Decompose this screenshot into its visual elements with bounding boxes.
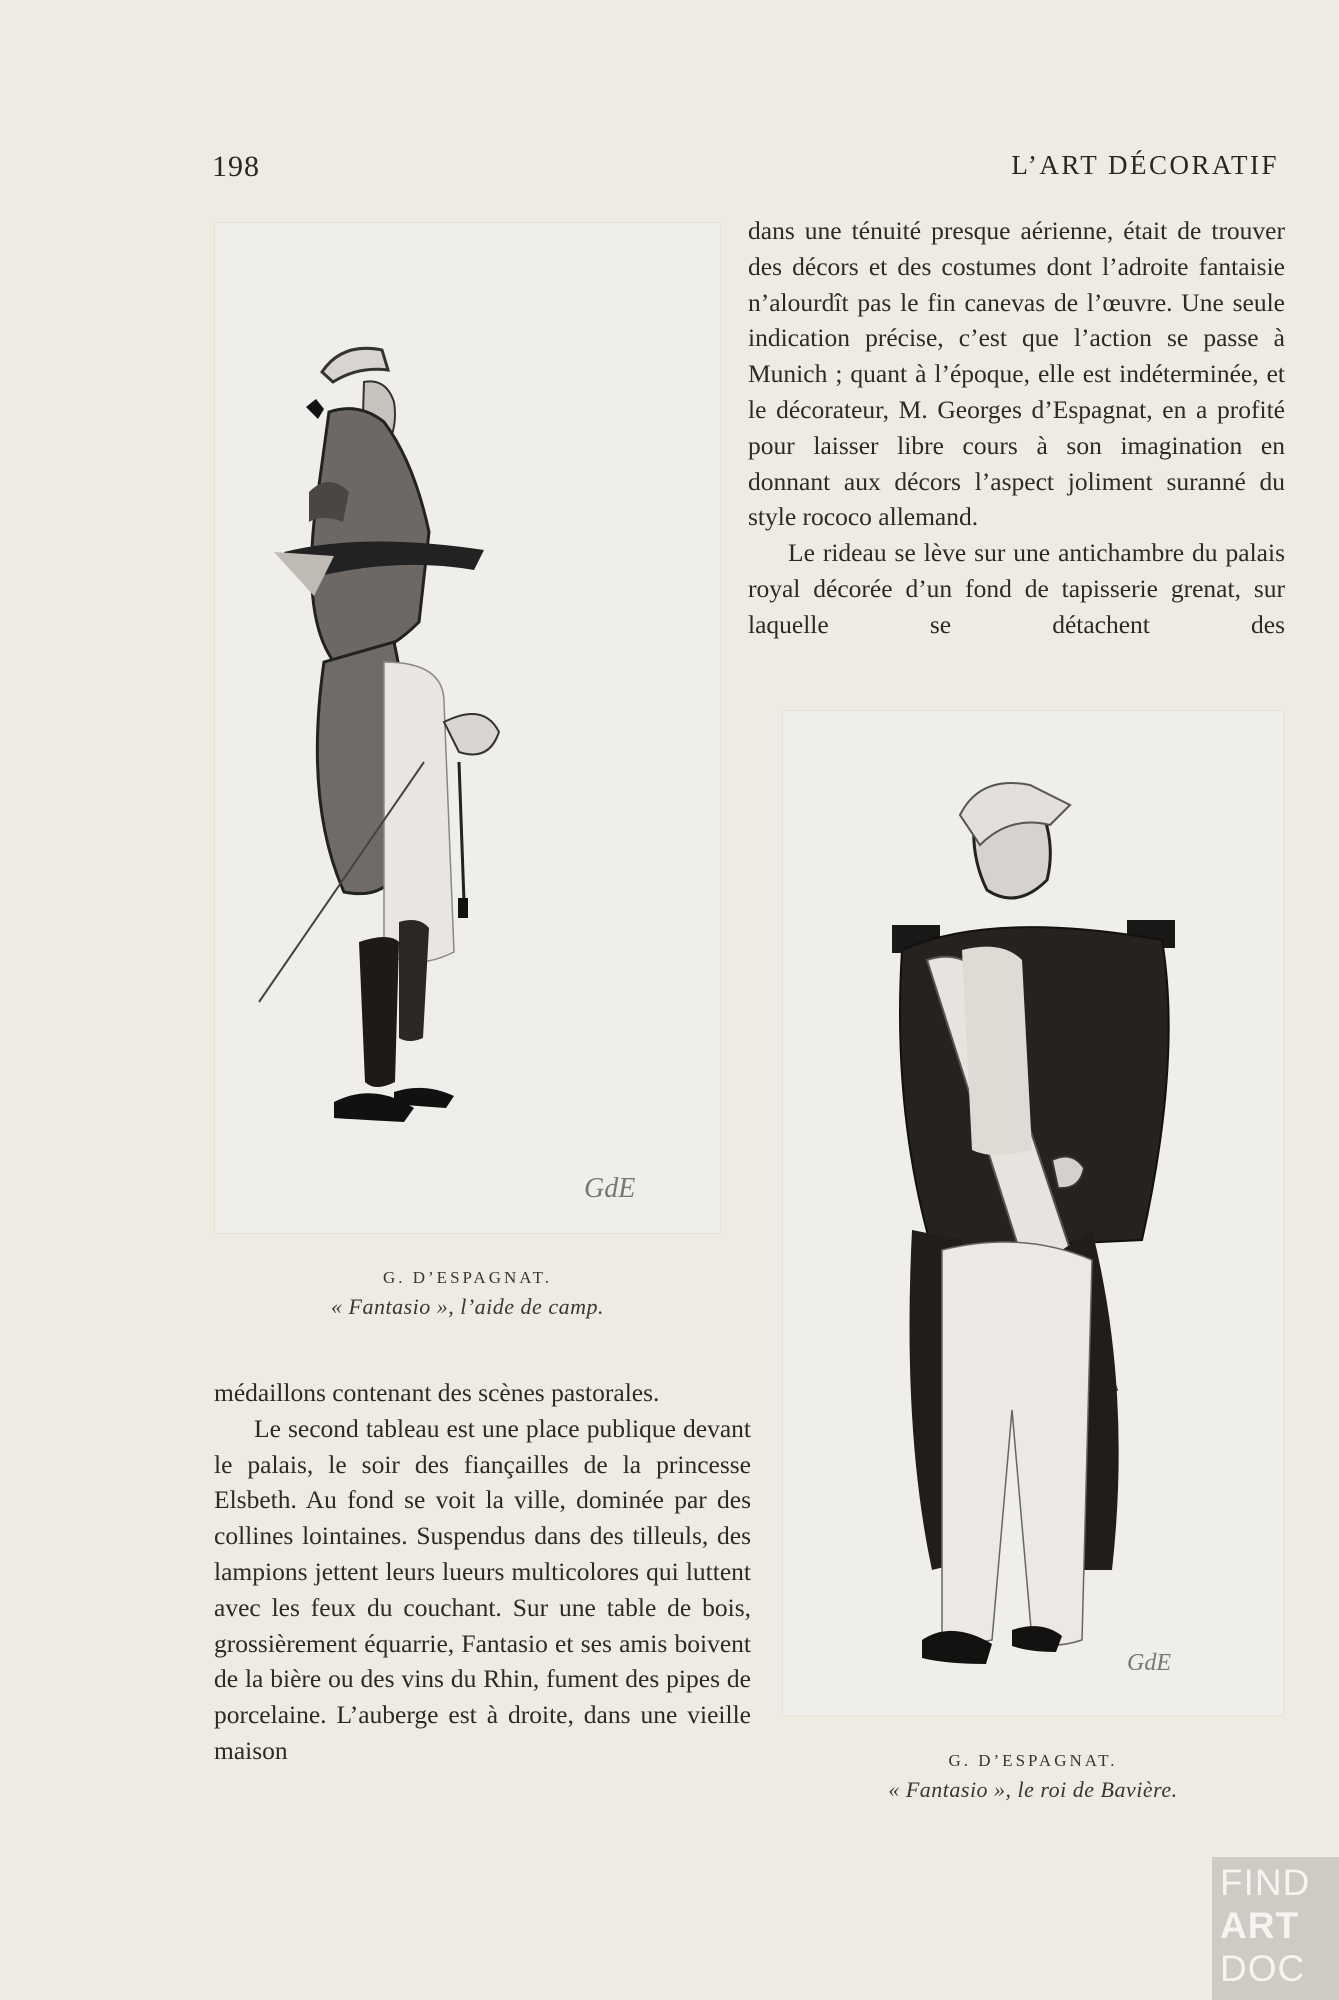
watermark-line: DOC (1220, 1948, 1306, 1989)
king-illustration (782, 710, 1284, 1716)
paragraph: médaillons contenant des scènes pastorales. (214, 1378, 660, 1407)
running-title: L’ART DÉCORATIF (1011, 150, 1279, 180)
paragraph: dans une ténuité presque aérienne, était de trouver des décors et des costumes dont l’adroite fantaisie n’alourdît pas le fin canevas de l’œuvre. Une seule indication précise, c’est que l’action se passe à Munich ; quant à l’époque, elle est indéterminée, et le décorateur, M. Georges d’Espagnat, en a profité pour laisser libre cours à son imagination en donnant aux décors l’aspect joliment suranné du style rococo allemand. (748, 216, 1285, 532)
caption-artist: G. D’ESPAGNAT. (382, 1268, 553, 1287)
caption-artist: G. D’ESPAGNAT. (948, 1751, 1118, 1770)
figure-plate-aide-de-camp (214, 222, 721, 1234)
aide-de-camp-illustration (214, 222, 721, 1234)
right-column-top-text (748, 213, 1285, 643)
caption-king (782, 1751, 1284, 1803)
watermark-line: FIND (1220, 1862, 1311, 1903)
caption-title: « Fantasio », le roi de Bavière. (888, 1777, 1178, 1802)
signature-text: GdE (584, 1173, 636, 1204)
watermark-line: ART (1220, 1905, 1300, 1946)
findartdoc-watermark (1212, 1857, 1339, 2000)
paragraph: Le second tableau est une place publique devant le palais, le soir des fiançailles de la princesse Elsbeth. Au fond se voit la ville, dominée par des collines lointaines. Suspendus dans des tilleuls, des lampions jettent leurs lueurs multicolores qui luttent avec les feux du couchant. Sur une table de bois, grossièrement équarrie, Fantasio et ses amis boivent de la bière ou des vins du Rhin, fument des pipes de porcelaine. L’auberge est à droite, dans une vieille maison (214, 1413, 751, 1765)
signature-text: GdE (1127, 1650, 1171, 1676)
caption-title: « Fantasio », l’aide de camp. (331, 1294, 604, 1319)
left-column-bottom-text (214, 1375, 751, 1769)
figure-plate-king (782, 710, 1284, 1716)
paragraph: Le rideau se lève sur une antichambre du palais royal décorée d’un fond de tapisserie grenat, sur laquelle se détachent des (748, 538, 1285, 639)
caption-aide-de-camp (214, 1268, 721, 1320)
page-number: 198 (212, 150, 260, 183)
